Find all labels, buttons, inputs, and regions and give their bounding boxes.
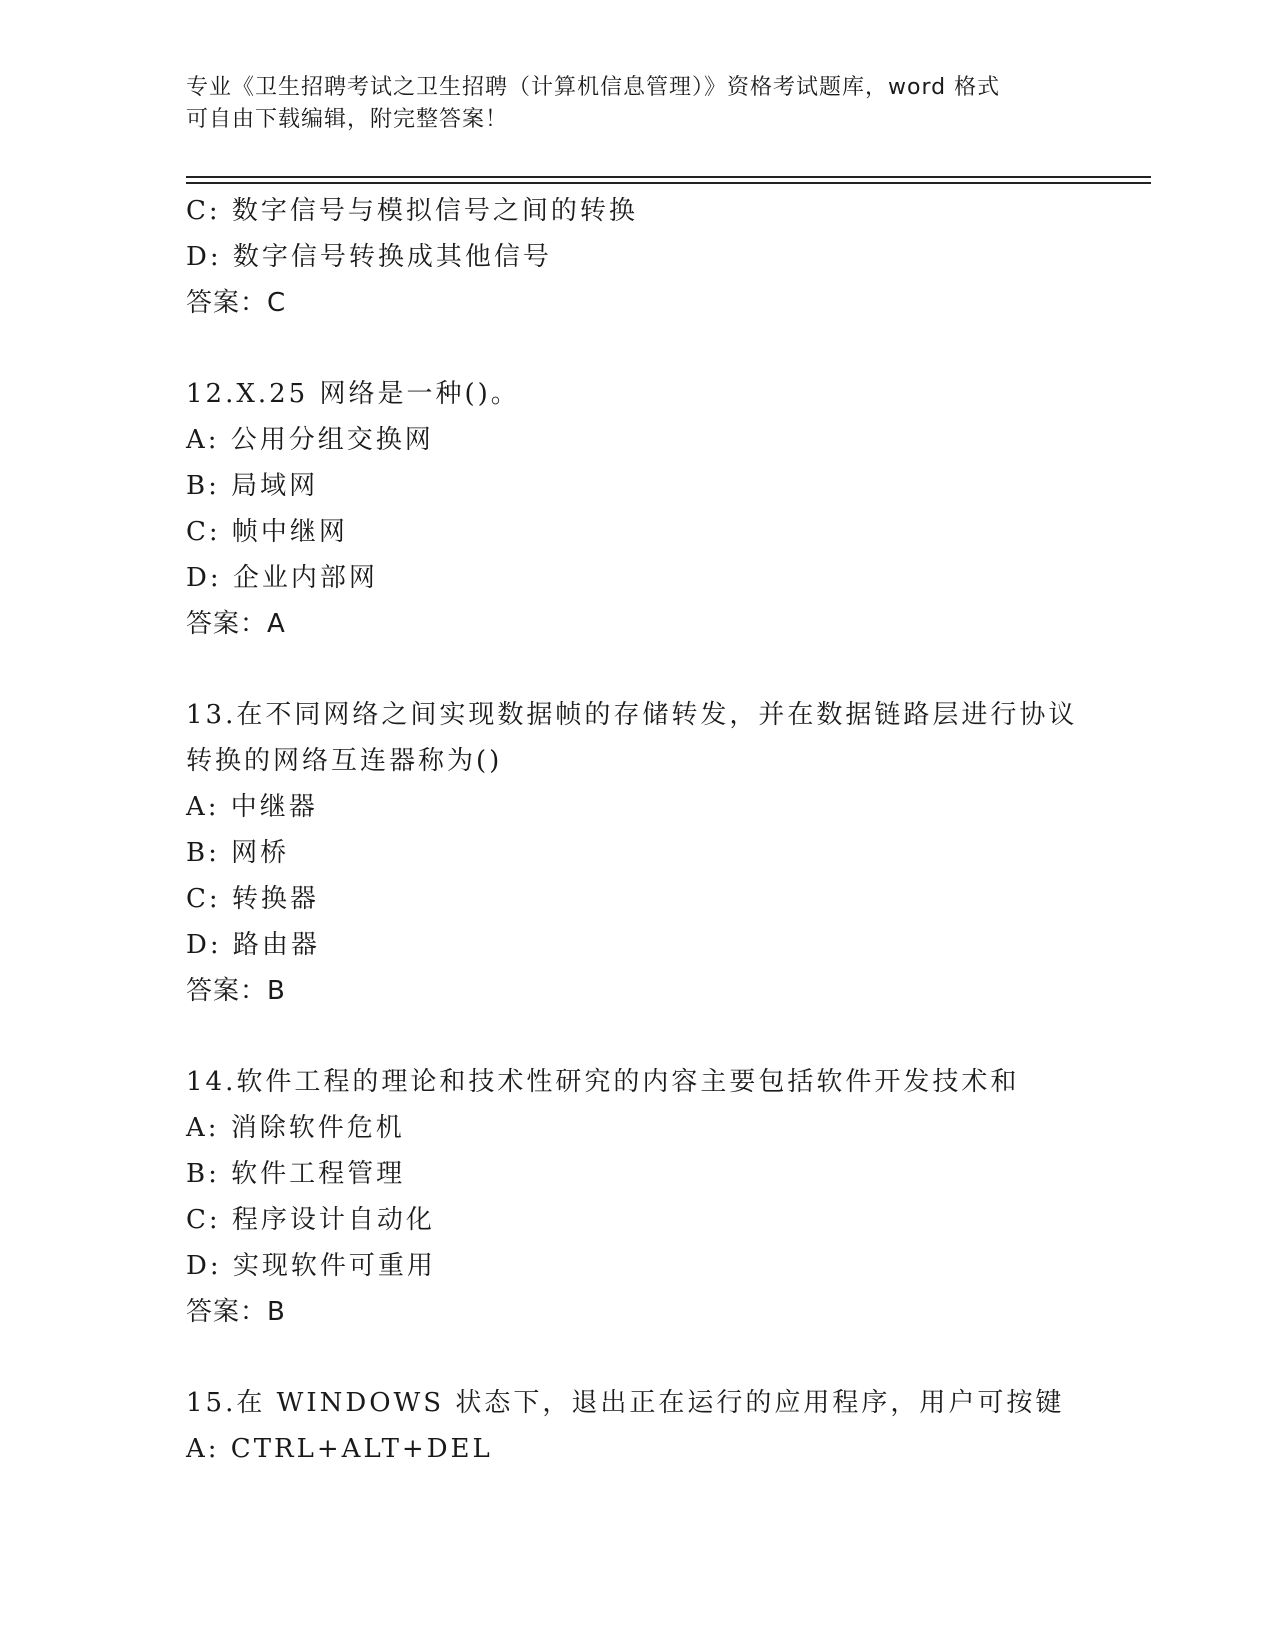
option-b: B: 局域网 [186,471,319,501]
answer: 答案：B [186,976,286,1006]
question-14 [186,1059,1086,1335]
header-title-line-2: 可自由下载编辑，附完整答案！ [186,107,509,132]
question-12 [186,371,1086,647]
question-13 [186,692,1086,1014]
header-divider-top [186,176,1151,178]
question-15 [186,1380,1086,1472]
question-list [186,188,1086,1472]
option-d: D: 企业内部网 [186,563,378,593]
option-c: C: 数字信号与模拟信号之间的转换 [186,196,638,226]
option-c: C: 程序设计自动化 [186,1205,435,1235]
option-b: B: 软件工程管理 [186,1159,406,1189]
option-c: C: 帧中继网 [186,517,348,547]
spacer [186,647,1086,692]
option-d: D: 数字信号转换成其他信号 [186,242,552,272]
answer: 答案：C [186,288,287,318]
question-text: 15.在 WINDOWS 状态下，退出正在运行的应用程序，用户可按键 [186,1388,1065,1418]
option-b: B: 网桥 [186,838,290,868]
answer: 答案：A [186,609,286,639]
option-a: A: 公用分组交换网 [186,425,434,455]
option-d: D: 实现软件可重用 [186,1251,436,1281]
question-text: 12.X.25 网络是一种()。 [186,379,520,409]
option-a: A: CTRL+ALT+DEL [186,1434,493,1464]
document-header [186,72,1066,136]
question-11-tail [186,188,1086,326]
spacer [186,1335,1086,1380]
question-text-line-2: 转换的网络互连器称为() [186,746,503,776]
spacer [186,1014,1086,1059]
header-divider-bottom [186,182,1151,184]
header-title-line-1: 专业《卫生招聘考试之卫生招聘（计算机信息管理）》资格考试题库，word 格式 [186,75,1001,100]
option-d: D: 路由器 [186,930,320,960]
question-text: 14.软件工程的理论和技术性研究的内容主要包括软件开发技术和 [186,1067,1020,1097]
option-a: A: 中继器 [186,792,318,822]
option-a: A: 消除软件危机 [186,1113,405,1143]
option-c: C: 转换器 [186,884,319,914]
question-text-line-1: 13.在不同网络之间实现数据帧的存储转发，并在数据链路层进行协议 [186,700,1078,730]
spacer [186,326,1086,371]
answer: 答案：B [186,1297,286,1327]
